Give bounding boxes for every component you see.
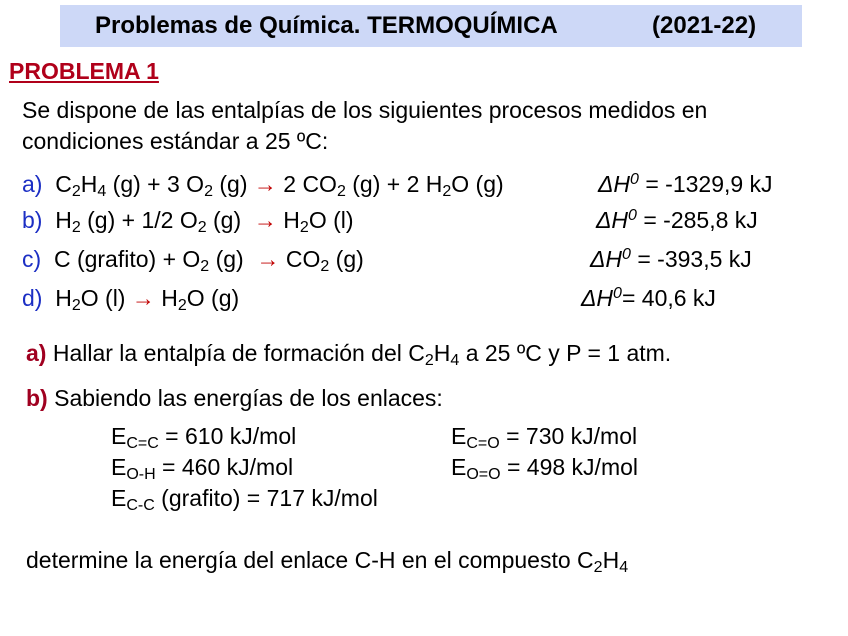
reaction-letter: b) — [22, 207, 43, 233]
bond-cc-graphite: $E_{C-C}$ (grafito) = 717 kJ/mol — [111, 485, 378, 514]
reaction-letter: d) — [22, 285, 43, 311]
title-year: (2021-22) — [652, 12, 757, 39]
reaction-d-enthalpy: $\Delta H^0= 40,6$ kJ — [581, 285, 716, 311]
arrow-icon: → — [256, 246, 280, 272]
reaction-c: c) C (grafito) + $O_2$ $(g) \to CO_2$ (g) — [22, 246, 364, 275]
question-a: a) Hallar la entalpía de formación del $C_2H_4$ a 25 ºC y P = 1 atm. — [26, 340, 672, 369]
intro-line-2: condiciones estándar a 25 ºC: — [22, 128, 329, 154]
intro-line-1: Se dispone de las entalpías de los siguientes procesos medidos en — [22, 97, 708, 123]
arrow-icon: → — [253, 207, 277, 233]
problem-heading: PROBLEMA 1 — [9, 58, 159, 84]
final-question: determine la energía del enlace C-H en el compuesto $C_2H_4$ — [26, 547, 629, 576]
bond-co-double: $E_{C=O} = 730$ kJ/mol — [451, 423, 638, 452]
reaction-a-enthalpy: $\Delta H^0 = -1329,9$ kJ — [598, 171, 773, 197]
reaction-c-enthalpy: $\Delta H^0 = -393,5$ kJ — [590, 246, 752, 272]
reaction-b: b) $H_2$ (g) + 1/2 $O_2$ $(g) \to H_2O$ (l) — [22, 207, 354, 236]
question-b: b) Sabiendo las energías de los enlaces: — [26, 385, 443, 411]
title-main: Problemas de Química. TERMOQUÍMICA — [95, 12, 558, 39]
arrow-icon: → — [253, 171, 277, 197]
question-b-label: b) — [26, 385, 48, 411]
reaction-letter: c) — [22, 246, 42, 272]
bond-oh: $E_{O-H} = 460$ kJ/mol — [111, 454, 294, 483]
reaction-letter: a) — [22, 171, 43, 197]
bond-cc-double: $E_{C=C} = 610$ kJ/mol — [111, 423, 297, 452]
bond-oo-double: $E_{O=O} = 498$ kJ/mol — [451, 454, 639, 483]
page-title — [60, 5, 802, 47]
arrow-icon: → — [131, 285, 155, 311]
reaction-b-enthalpy: $\Delta H^0 = -285,8$ kJ — [596, 207, 758, 233]
question-a-label: a) — [26, 340, 47, 366]
reaction-d: d) $H_2O$ $(l) \to H_2O$ (g) — [22, 285, 240, 314]
reaction-a: a) $C_2H_4$ (g) + 3 $O_2$ (g) → 2 $CO_2$ (g) + 2 $H_2O$ (g) — [22, 171, 504, 200]
